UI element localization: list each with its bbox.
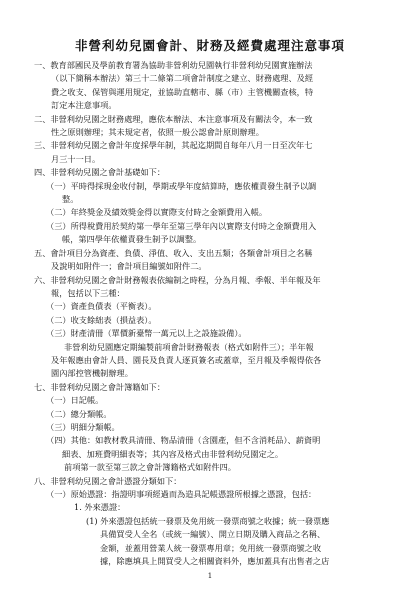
document-body bbox=[34, 59, 386, 568]
text-line: （以下簡稱本辦法）第三十二條第二項會計制度之建立、財務處理、及經 bbox=[51, 73, 314, 84]
text-line: 八、非營利幼兒園之會計憑證分類如下： bbox=[34, 475, 182, 486]
text-line: 性之原則辦理；其未規定者，依照一般公認會計原則辦理。 bbox=[51, 127, 264, 138]
text-line: 費之收支、保管與運用規定，並協助直轄市、縣（市）主管機關查核，特 bbox=[51, 86, 314, 97]
text-line: 二、非營利幼兒園之財務處理，應依本辦法、本注意事項及有關法令，本一致 bbox=[34, 113, 313, 124]
text-line: 據，除應填具上開買受人之相關資料外，應加蓋具有出售者之店 bbox=[100, 556, 330, 567]
text-line: （二）總分類帳。 bbox=[46, 408, 112, 419]
text-line: 園內部控管機制辦理。 bbox=[51, 368, 133, 379]
text-line: 1. 外來憑證： bbox=[74, 502, 126, 513]
page-title: 非營利幼兒園會計、財務及經費處理注意事項 bbox=[74, 38, 345, 53]
text-line: 及年報應由會計人員、園長及負責人逐頁簽名或蓋章，至月報及季報得依各 bbox=[51, 354, 322, 365]
text-line: （四）其他：如教材教具清冊、物品清冊（含園產，但不含消耗品）、薪資明 bbox=[46, 435, 321, 446]
text-line: （一）日記帳。 bbox=[46, 395, 104, 406]
text-line: 報，包括以下三種： bbox=[51, 287, 125, 298]
text-line: 金額，並蓋用營業人統一發票專用章；免用統一發票商號之收 bbox=[100, 542, 322, 553]
text-line: （三）所得稅費用於契約第一學年至第三學年內以實際支付時之金額費用入 bbox=[46, 220, 317, 231]
text-line: （二）年終獎金及績效獎金得以實際支付時之金額費用入帳。 bbox=[46, 207, 268, 218]
text-line: 整。 bbox=[62, 194, 79, 205]
text-line: 具備買受人全名（或統一編號）、開立日期及購入商品之名稱、 bbox=[100, 529, 326, 540]
text-line: 帳，第四學年依權責發生制予以調整。 bbox=[62, 234, 202, 245]
text-line: 五、會計項目分為資產、負債、淨值、收入、支出五類；各類會計項目之名稱 bbox=[34, 247, 313, 258]
text-line: （一）平時得採現金收付制，學期或學年度結算時，應依權責發生制予以調 bbox=[46, 180, 317, 191]
text-line: 非營利幼兒園應定期編製前項會計財務報表（格式如附件三）；半年報 bbox=[64, 341, 314, 352]
text-line: 四、非營利幼兒園之會計基礎如下： bbox=[34, 167, 166, 178]
text-line: (1) 外來憑證包括統一發票及免用統一發票商號之收據；統一發票應 bbox=[86, 515, 330, 526]
text-line: （一）資產負債表（平衡表）。 bbox=[46, 301, 157, 312]
text-line: 一、教育部國民及學前教育署為協助非營利幼兒園執行非營利幼兒園實施辦法 bbox=[34, 60, 313, 70]
text-line: （三）財產清冊（單價新臺幣一萬元以上之設施設備）。 bbox=[46, 328, 247, 339]
text-line: （一）原始憑證：指證明事項經過而為造具記帳憑證所根據之憑證，包括： bbox=[46, 489, 317, 499]
page-number: 1 bbox=[207, 572, 213, 580]
text-line: （二）收支餘絀表（損益表）。 bbox=[46, 314, 157, 325]
text-line: （三）明細分類帳。 bbox=[46, 421, 120, 432]
text-line: 訂定本注意事項。 bbox=[51, 100, 117, 111]
text-line: 六、非營利幼兒園之會計財務報表依編制之時程，分為月報、季報、半年報及年 bbox=[34, 274, 321, 285]
text-line: 細表、加班費明細表等；其內容及格式由非營利幼兒園定之。 bbox=[62, 448, 284, 459]
text-line: 七、非營利幼兒園之會計簿籍如下： bbox=[34, 381, 166, 392]
text-line: 及說明如附件一；會計項目編號如附件二。 bbox=[51, 261, 207, 272]
text-line: 月三十一日。 bbox=[51, 153, 101, 164]
text-line: 前項第一款至第三款之會計簿籍格式如附件四。 bbox=[64, 462, 236, 473]
text-line: 三、非營利幼兒園之會計年度採學年制，其起迄期間自每年八月一日至次年七 bbox=[34, 140, 313, 151]
